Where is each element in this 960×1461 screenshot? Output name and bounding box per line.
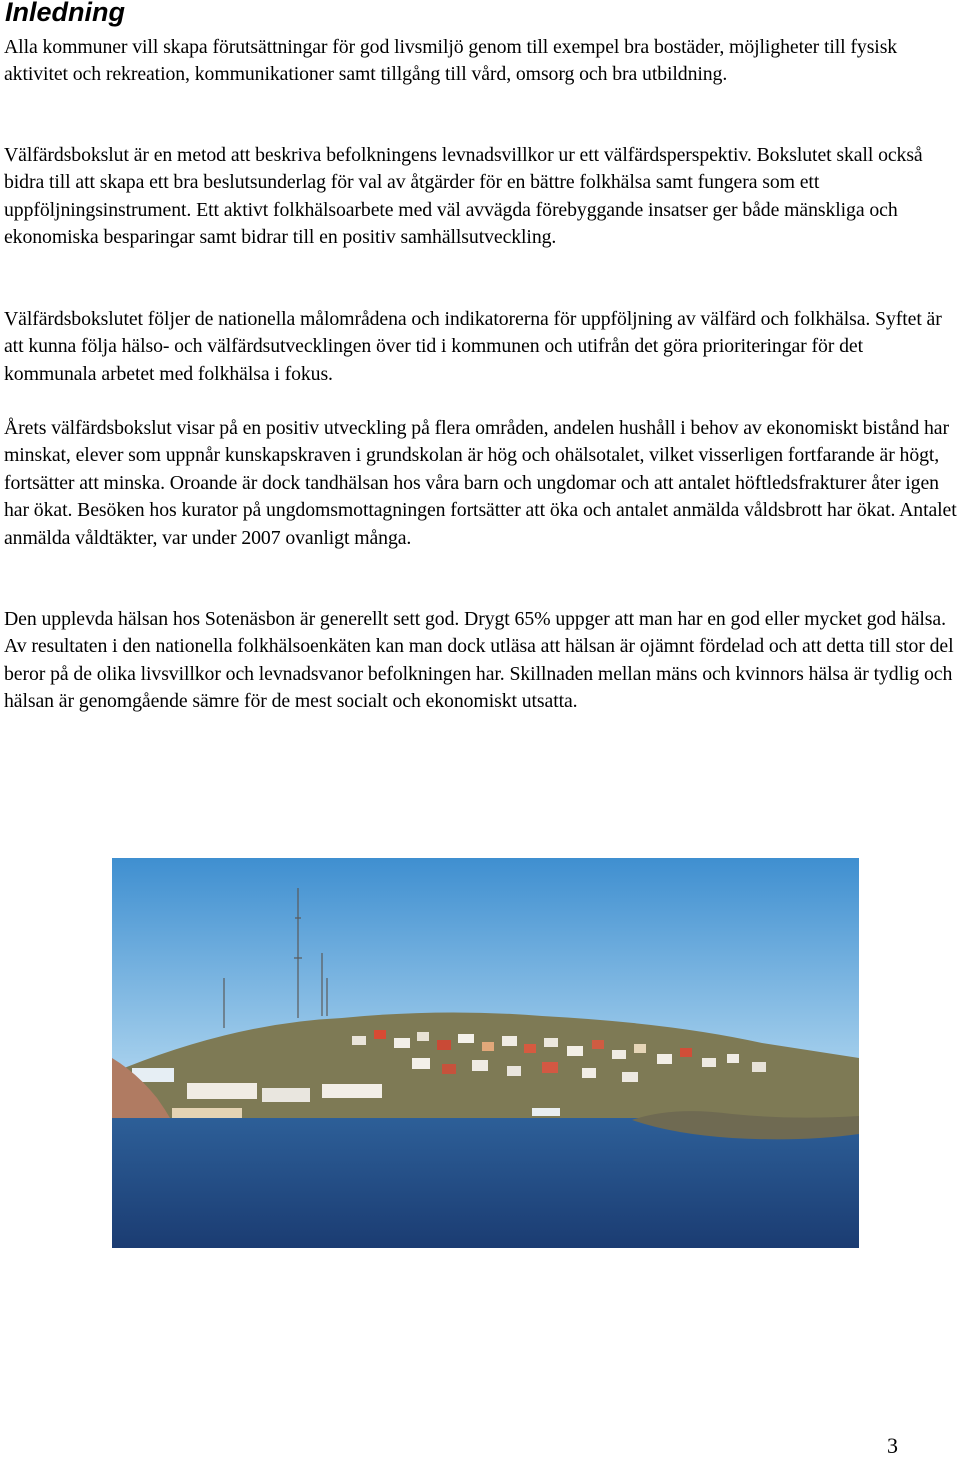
harbor-photo (112, 858, 859, 1248)
photo-boat (532, 1108, 560, 1116)
paragraph-intro: Alla kommuner vill skapa förutsättningar för god livsmiljö genom till exempel bra bostäder, möjligheter till fysisk aktivitet och rekreation, kommunikationer samt tillgång till vård, omsorg och bra utbildning. (4, 36, 898, 86)
section-heading: Inledning (5, 0, 125, 27)
paragraph-goals: Välfärdsbokslutet följer de nationella målområdena och indikatorerna för uppföljning av välfärd och folkhälsa. Syftet är att kunna följa hälso- och välfärdsutvecklingen över tid i kommunen och utifrån det göra prioriteringar för det kommunala arbetet med folkhälsa i fokus. (4, 308, 942, 385)
paragraph-health: Den upplevda hälsan hos Sotenäsbon är generellt sett god. Drygt 65% uppger att man har en god eller mycket god hälsa. Av resultaten i den nationella folkhälsoenkäten kan man dock utläsa att hälsan är ojämnt fördelad och att detta till stor del beror på de olika livsvillkor och levnadsvanor befolkningen har. Skillnaden mellan mäns och kvinnors hälsa är tydlig och hälsan är genomgående sämre för de mest socialt och ekonomiskt utsatta. (4, 608, 954, 713)
paragraph-method: Välfärdsbokslut är en metod att beskriva befolkningens levnadsvillkor ur ett välfärdsperspektiv. Bokslutet skall också bidra till att skapa ett bra beslutsunderlag för val av åtgärder för en bättre folkhälsa samt fungera som ett uppföljningsinstrument. Ett aktivt folkhälsoarbete med väl avvägda förebyggande insatser ger både mänskliga och ekonomiska besparingar samt bidrar till en positiv samhällsutveckling. (4, 144, 923, 249)
page-number: 3 (887, 1433, 898, 1458)
paragraph-results: Årets välfärdsbokslut visar på en positiv utveckling på flera områden, andelen hushåll i behov av ekonomiskt bistånd har minskat, elever som uppnår kunskapskraven i grundskolan är hög och ohälsotalet, vilket visserligen fortfarande är högt, fortsätter att minska. Oroande är dock tandhälsan hos våra barn och ungdomar och att antalet höftledsfrakturer åter igen har ökat. Besöken hos kurator på ungdomsmottagningen fortsätter att öka och antalet anmälda våldsbrott har ökat. Antalet anmälda våldtäkter, var under 2007 ovanligt många. (4, 417, 957, 549)
